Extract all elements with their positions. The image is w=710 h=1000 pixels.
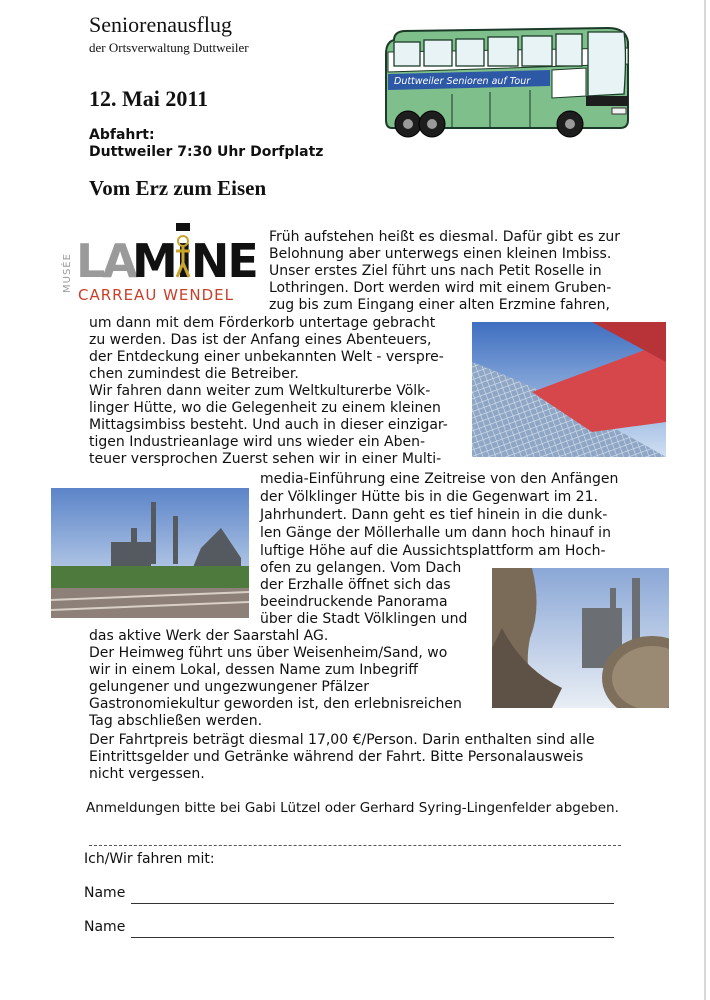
body-line: um dann mit dem Förderkorb untertage gebracht [89,315,436,331]
body-line: ofen zu gelangen. Vom Dach [260,560,462,576]
body-line: wir in einem Lokal, dessen Name zum Inbegriff [89,662,418,678]
logo-vertical-text: MUSÉE [62,253,73,293]
architecture-photo [472,322,666,457]
body-line: beeindruckende Panorama [260,594,448,610]
body-line: Tag abschließen werden. [89,713,263,729]
body-line: Früh aufstehen heißt es diesmal. Dafür gibt es zur [269,229,621,245]
body-line: Wir fahren dann weiter zum Weltkulturerbe Völk- [89,383,431,399]
body-line: Lothringen. Dort werden wird mit einem Gruben- [269,280,612,296]
document-subtitle: der Ortsverwaltung Duttweiler [89,40,249,55]
body-line: tigen Industrieanlage wird uns wieder ein Aben- [89,434,426,450]
body-line: der Völklinger Hütte bis in die Gegenwart im 21. [260,489,598,505]
logo-la: LA [76,234,135,288]
body-line: Belohnung aber unterwegs einen kleinen Imbiss. [269,246,612,262]
body-line: linger Hütte, wo die Gelegenheit zu einem kleinen [89,400,441,416]
body-line: len Gänge der Möllerhalle um dann hoch hinauf in [260,525,611,541]
body-line: der Erzhalle öffnet sich das [260,577,451,593]
departure-label: Abfahrt: [89,127,155,143]
body-line: Mittagsimbiss besteht. Und auch in dieser einzigar- [89,417,448,433]
body-line: Unser erstes Ziel führt uns nach Petit Roselle in [269,263,602,279]
document-title: Seniorenausflug [89,12,232,37]
body-line: über die Stadt Völklingen und [260,611,468,627]
bus-banner: Duttweiler Senioren auf Tour [394,76,531,87]
form-intro: Ich/Wir fahren mit: [84,851,215,867]
body-line: Jahrhundert. Dann geht es tief hinein in die dunk- [260,507,608,523]
trip-date: 12. Mai 2011 [89,86,209,111]
body-line: gelungener und ungezwungener Pfälzer [89,679,369,695]
body-line: der Entdeckung einer unbekannten Welt - verspre- [89,349,444,365]
body-line: das aktive Werk der Saarstahl AG. [89,628,329,644]
body-line: chen zumindest die Betreiber. [89,366,299,382]
body-line: Eintrittsgelder und Getränke während der Fahrt. Bitte Personalausweis [89,749,584,765]
name-line-2[interactable] [131,937,614,938]
cut-line [89,845,621,846]
body-line: media-Einführung eine Zeitreise von den Anfängen [260,471,619,487]
registration-note: Anmeldungen bitte bei Gabi Lützel oder Gerhard Syring-Lingenfelder abgeben. [86,800,619,816]
body-line: luftige Höhe auf die Aussichtsplattform am Hoch- [260,543,606,559]
name-label: Name [84,919,126,935]
voelklinger-huette-photo [51,488,249,618]
name-label: Name [84,885,126,901]
logo-mine: MINE [132,234,257,288]
name-line-1[interactable] [131,903,614,904]
body-line: zu werden. Das ist der Anfang eines Abenteuers, [89,332,432,348]
logo-miner-figure-icon [172,223,194,283]
body-line: Der Heimweg führt uns über Weisenheim/Sand, wo [89,645,448,661]
body-line: zug bis zum Eingang einer alten Erzmine fahren, [269,297,610,313]
la-mine-logo [62,223,262,305]
body-line: nicht vergessen. [89,766,205,782]
body-line: teuer versprochen Zuerst sehen wir in einer Multi- [89,451,442,467]
body-line: Der Fahrtpreis beträgt diesmal 17,00 €/Person. Darin enthalten sind alle [89,732,595,748]
scan-edge [704,0,706,1000]
body-line: Gastronomiekultur geworden ist, den erlebnisreichen [89,696,462,712]
bus-illustration [380,24,632,148]
section-heading: Vom Erz zum Eisen [89,176,267,200]
departure-details: Duttweiler 7:30 Uhr Dorfplatz [89,144,324,160]
logo-subtitle: CARREAU WENDEL [78,286,234,304]
blast-furnace-photo [492,568,669,708]
